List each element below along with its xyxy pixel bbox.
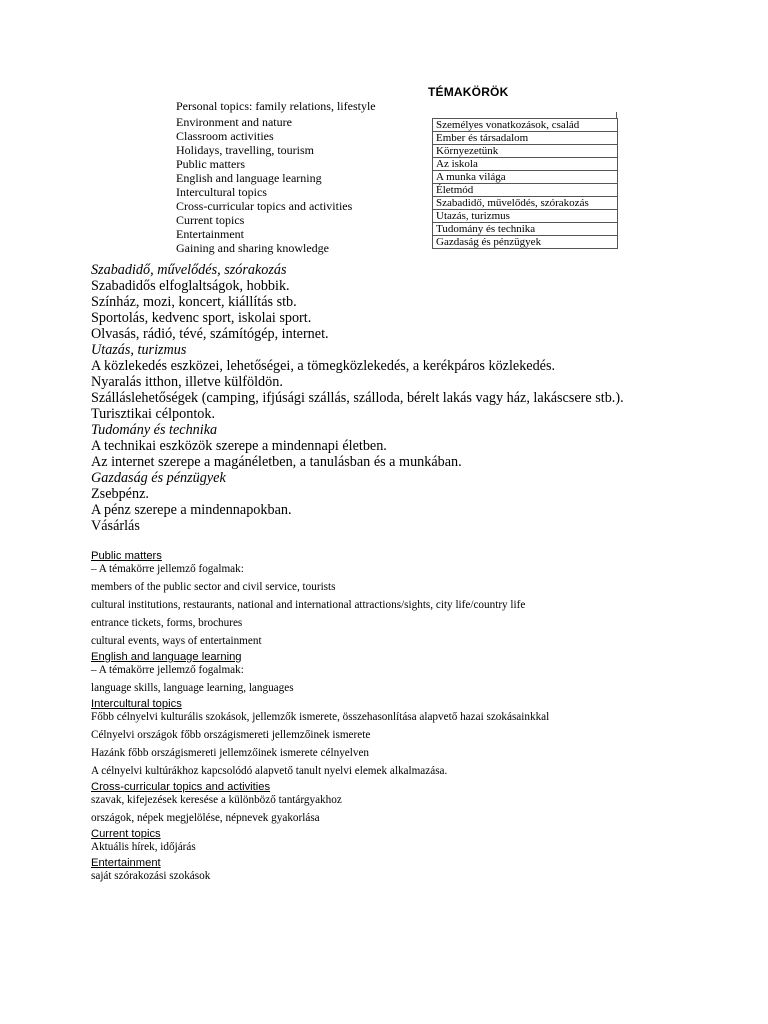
section-english-learning (91, 651, 761, 695)
section-line: Célnyelvi országok főbb országismereti jellemzőinek ismerete (91, 729, 371, 741)
table-cell: Ember és társadalom (433, 132, 618, 145)
section-intro: – A témakörre jellemző fogalmak: (91, 563, 244, 575)
table-row (433, 236, 619, 249)
section-intro: – A témakörre jellemző fogalmak: (91, 664, 244, 676)
table-cell-empty (618, 184, 619, 197)
science-heading: Tudomány és technika (91, 422, 218, 438)
table-row (433, 171, 619, 184)
table-cell-empty (618, 210, 619, 223)
economy-line: A pénz szerepe a mindennapokban. (91, 502, 292, 518)
section-line: A célnyelvi kultúrákhoz kapcsolódó alapvető tanult nyelvi elemek alkalmazása. (91, 765, 448, 777)
table-cell: Gazdaság és pénzügyek (433, 236, 618, 249)
section-line: Aktuális hírek, időjárás (91, 841, 196, 853)
section-line: members of the public sector and civil service, tourists (91, 581, 336, 593)
list-item: Holidays, travelling, tourism (176, 143, 314, 157)
table-cell-empty (618, 145, 619, 158)
list-item: Environment and nature (176, 115, 292, 129)
science-line: Az internet szerepe a magánéletben, a tanulásban és a munkában. (91, 454, 462, 470)
table-cell: Életmód (433, 184, 618, 197)
table-cell: Környezetünk (433, 145, 618, 158)
section-line: Hazánk főbb országismereti jellemzőinek ismerete célnyelven (91, 747, 370, 759)
table-row (433, 145, 619, 158)
leisure-line: Szabadidős elfoglaltságok, hobbik. (91, 278, 290, 294)
travel-line: A közlekedés eszközei, lehetőségei, a tömegközlekedés, a kerékpáros közlekedés. (91, 358, 556, 374)
table-row (433, 210, 619, 223)
table-row (433, 119, 619, 132)
section-public-matters (91, 550, 761, 648)
table-row (433, 158, 619, 171)
hungarian-topic-table (432, 118, 618, 249)
list-item: Classroom activities (176, 129, 274, 143)
list-item: Personal topics: family relations, lifestyle (176, 99, 376, 113)
table-cell-empty (618, 223, 619, 236)
section-intercultural (91, 698, 761, 778)
section-cross-curricular (91, 781, 761, 825)
economy-heading: Gazdaság és pénzügyek (91, 470, 226, 486)
travel-line: Szálláslehetőségek (camping, ifjúsági szállás, szálloda, bérelt lakás vagy ház, lakáscsere stb.). (91, 390, 624, 406)
table-cell-empty (618, 119, 619, 132)
travel-line: Nyaralás itthon, illetve külföldön. (91, 374, 283, 390)
section-entertainment (91, 857, 761, 883)
leisure-line: Színház, mozi, koncert, kiállítás stb. (91, 294, 297, 310)
section-line: országok, népek megjelölése, népnevek gyakorlása (91, 812, 320, 824)
science-line: A technikai eszközök szerepe a mindennapi életben. (91, 438, 387, 454)
table-cell-empty (618, 132, 619, 145)
table-cell-empty (618, 197, 619, 210)
table-cell: Utazás, turizmus (433, 210, 618, 223)
section-line: cultural events, ways of entertainment (91, 635, 262, 647)
list-item: Cross-curricular topics and activities (176, 199, 353, 213)
list-item: Current topics (176, 213, 245, 227)
table-cell-empty (618, 171, 619, 184)
section-line: cultural institutions, restaurants, national and international attractions/sights, city life/country life (91, 599, 526, 611)
section-line: saját szórakozási szokások (91, 870, 211, 882)
table-cell: Szabadidő, művelődés, szórakozás (433, 197, 618, 210)
table-row (433, 223, 619, 236)
table-cell: A munka világa (433, 171, 618, 184)
section-heading: Public matters (91, 550, 162, 562)
leisure-line: Olvasás, rádió, tévé, számítógép, internet. (91, 326, 329, 342)
leisure-line: Sportolás, kedvenc sport, iskolai sport. (91, 310, 312, 326)
table-cell: Személyes vonatkozások, család (433, 119, 618, 132)
section-line: entrance tickets, forms, brochures (91, 617, 243, 629)
economy-line: Zsebpénz. (91, 486, 149, 502)
list-item: Gaining and sharing knowledge (176, 241, 329, 255)
section-heading: Intercultural topics (91, 698, 182, 710)
topic-details (91, 262, 761, 534)
table-cell: Az iskola (433, 158, 618, 171)
section-heading: Cross-curricular topics and activities (91, 781, 271, 793)
travel-heading: Utazás, turizmus (91, 342, 187, 358)
page-title: TÉMAKÖRÖK (428, 85, 509, 99)
economy-line: Vásárlás (91, 518, 140, 534)
section-current-topics (91, 828, 761, 854)
travel-line: Turisztikai célpontok. (91, 406, 216, 422)
list-item: English and language learning (176, 171, 322, 185)
list-item: Public matters (176, 157, 245, 171)
section-heading: Entertainment (91, 857, 161, 869)
leisure-heading: Szabadidő, művelődés, szórakozás (91, 262, 287, 278)
table-row (433, 184, 619, 197)
table-cell-empty (618, 236, 619, 249)
table-row (433, 197, 619, 210)
section-line: szavak, kifejezések keresése a különböző tantárgyakhoz (91, 794, 342, 806)
section-line: Főbb célnyelvi kulturális szokások, jellemzők ismerete, összehasonlítása alapvető hazai szokásainkkal (91, 711, 550, 723)
table-cell-empty (618, 158, 619, 171)
list-item: Entertainment (176, 227, 244, 241)
table-cell: Tudomány és technika (433, 223, 618, 236)
section-line: language skills, language learning, languages (91, 682, 294, 694)
list-item: Intercultural topics (176, 185, 267, 199)
table-row (433, 132, 619, 145)
english-topic-list (176, 99, 376, 255)
section-heading: English and language learning (91, 651, 242, 663)
topic-sections (91, 550, 761, 886)
section-heading: Current topics (91, 828, 161, 840)
